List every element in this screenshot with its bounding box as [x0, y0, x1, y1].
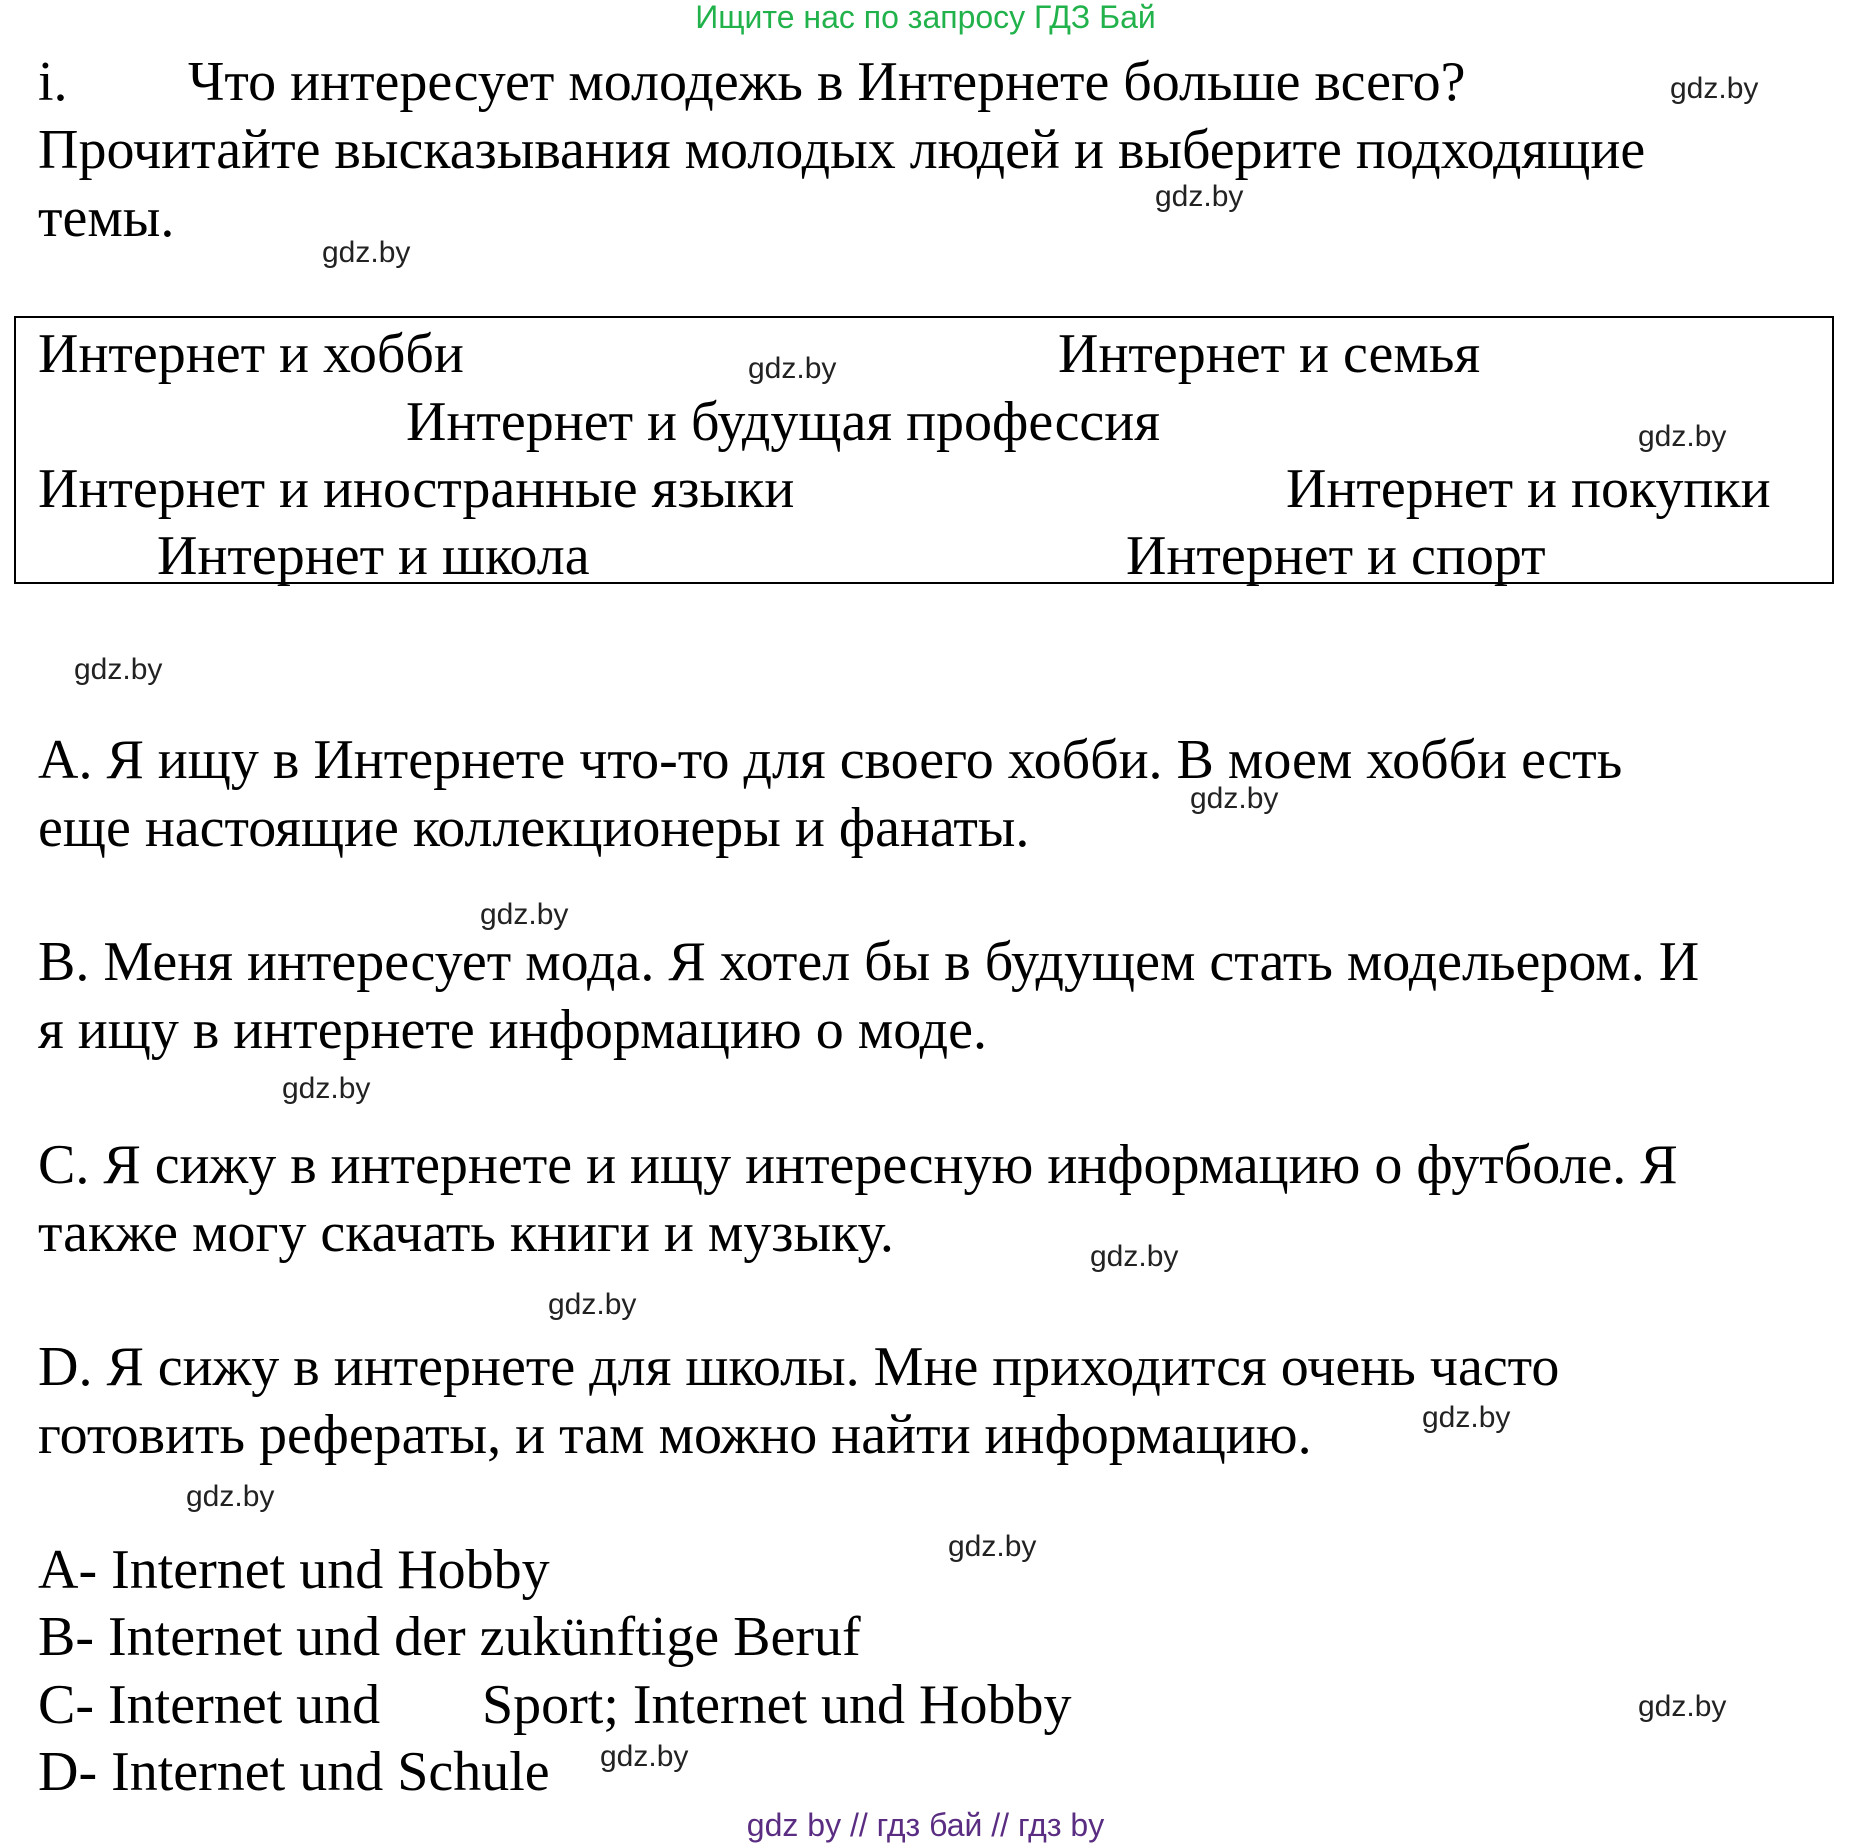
topic-hobby: Интернет и хобби — [38, 323, 464, 385]
watermark: gdz.by — [74, 653, 163, 686]
answer-d: D- Internet und Schule — [38, 1741, 550, 1803]
answer-a: A- Internet und Hobby — [38, 1539, 550, 1601]
statement-c-line2: также могу скачать книги и музыку. — [38, 1202, 894, 1264]
watermark: gdz.by — [1190, 782, 1279, 815]
watermark: gdz.by — [282, 1072, 371, 1105]
answer-c-part1: C- Internet und — [38, 1674, 381, 1736]
topic-sport: Интернет и спорт — [1126, 525, 1546, 587]
watermark: gdz.by — [1090, 1240, 1179, 1273]
topic-future-profession: Интернет и будущая профессия — [406, 391, 1161, 453]
task-instruction-line2: темы. — [38, 187, 175, 249]
statement-c-line1: C. Я сижу в интернете и ищу интересную информацию о футболе. Я — [38, 1134, 1678, 1196]
topic-shopping: Интернет и покупки — [1286, 458, 1771, 520]
watermark: gdz.by — [748, 352, 837, 385]
task-number: i. — [38, 51, 68, 113]
answer-c-part2: Sport; Internet und Hobby — [482, 1674, 1072, 1736]
topic-foreign-languages: Интернет и иностранные языки — [38, 458, 795, 520]
statement-a-line1: A. Я ищу в Интернете что-то для своего хобби. В моем хобби есть — [38, 729, 1623, 791]
statement-d-line1: D. Я сижу в интернете для школы. Мне приходится очень часто — [38, 1336, 1560, 1398]
statement-b-line2: я ищу в интернете информацию о моде. — [38, 999, 987, 1061]
task-instruction-line1: Прочитайте высказывания молодых людей и выберите подходящие — [38, 119, 1646, 181]
watermark: gdz.by — [186, 1480, 275, 1513]
watermark: gdz.by — [600, 1740, 689, 1773]
answer-b: B- Internet und der zukünftige Beruf — [38, 1606, 861, 1668]
watermark: gdz.by — [1670, 72, 1759, 105]
top-banner: Ищите нас по запросу ГДЗ Бай — [695, 0, 1156, 35]
watermark: gdz.by — [548, 1288, 637, 1321]
topic-school: Интернет и школа — [157, 525, 590, 587]
watermark: gdz.by — [322, 236, 411, 269]
watermark: gdz.by — [1422, 1401, 1511, 1434]
watermark: gdz.by — [948, 1530, 1037, 1563]
statement-a-line2: еще настоящие коллекционеры и фанаты. — [38, 797, 1030, 859]
watermark: gdz.by — [480, 898, 569, 931]
watermark: gdz.by — [1638, 1690, 1727, 1723]
watermark: gdz.by — [1155, 180, 1244, 213]
statement-b-line1: B. Меня интересует мода. Я хотел бы в будущем стать модельером. И — [38, 931, 1700, 993]
task-question: Что интересует молодежь в Интернете больше всего? — [188, 51, 1466, 113]
footer: gdz by // гдз бай // гдз by — [746, 1807, 1105, 1843]
statement-d-line2: готовить рефераты, и там можно найти информацию. — [38, 1404, 1312, 1466]
watermark: gdz.by — [1638, 420, 1727, 453]
topic-family: Интернет и семья — [1058, 323, 1481, 385]
